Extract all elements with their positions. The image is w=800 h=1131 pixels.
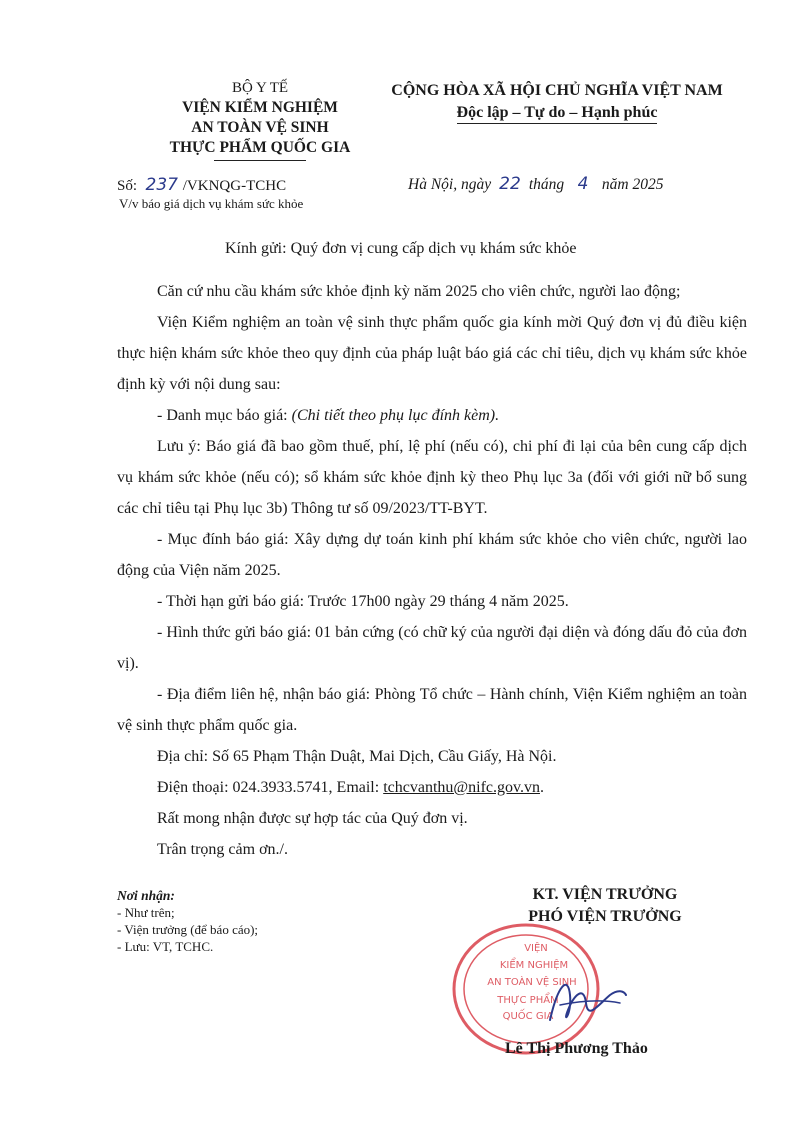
org-header	[150, 78, 370, 161]
org-divider	[214, 160, 306, 161]
seal-text-line3: AN TOÀN VỆ SINH	[487, 977, 577, 988]
date-prefix: Hà Nội, ngày	[408, 176, 492, 193]
org-name-line3: THỰC PHẨM QUỐC GIA	[169, 139, 351, 156]
org-name-line1: VIỆN KIỂM NGHIỆM	[182, 99, 338, 116]
seal-text-line1: VIỆN	[524, 943, 548, 954]
document-number	[117, 175, 286, 195]
receiver-item: - Như trên;	[117, 905, 175, 920]
receiver-item: - Viện trưởng (để báo cáo);	[117, 922, 259, 937]
date-day: 22	[499, 174, 521, 194]
document-subject: V/v báo giá dịch vụ khám sức khỏe	[119, 196, 304, 211]
recipient-line: Kính gửi: Quý đơn vị cung cấp dịch vụ khám sức khỏe	[225, 240, 577, 257]
paragraph-cooperation: Rất mong nhận được sự hợp tác của Quý đơn vị.	[157, 810, 468, 827]
ministry-name: BỘ Y TẾ	[231, 80, 289, 96]
contact-end: .	[539, 779, 544, 796]
date-month-label: tháng	[528, 176, 565, 193]
seal-text-line5: QUỐC GIA	[502, 1011, 554, 1022]
document-date	[408, 174, 663, 194]
receivers-title: Nơi nhận:	[117, 888, 175, 903]
org-name-line2: AN TOÀN VỆ SINH	[191, 119, 329, 136]
signer-name: Lê Thị Phương Thảo	[505, 1040, 648, 1057]
paragraph-contact	[117, 772, 747, 803]
nation-title: CỘNG HÒA XÃ HỘI CHỦ NGHĨA VIỆT NAM	[391, 82, 723, 99]
catalog-label: - Danh mục báo giá:	[157, 407, 292, 424]
paragraph-catalog	[117, 400, 747, 431]
nation-header	[372, 80, 742, 124]
date-year: năm 2025	[601, 176, 664, 193]
paragraph-invitation: Viện Kiểm nghiệm an toàn vệ sinh thực phẩm quốc gia kính mời Quý đơn vị đủ điều kiện thực hiện khám sức khỏe theo quy định của pháp luật báo giá các chỉ tiêu, dịch vụ khám sức khỏe định kỳ với nội dung sau:	[117, 314, 747, 393]
receiver-item: - Lưu: VT, TCHC.	[117, 939, 214, 954]
paragraph-address: Địa chỉ: Số 65 Phạm Thận Duật, Mai Dịch, Cầu Giấy, Hà Nội.	[157, 748, 557, 765]
paragraph-purpose: - Mục đính báo giá: Xây dựng dự toán kinh phí khám sức khỏe cho viên chức, người lao động của Viện năm 2025.	[117, 531, 747, 579]
contact-email-link[interactable]: tchcvanthu@nifc.gov.vn	[383, 779, 540, 796]
letter-body	[117, 276, 747, 865]
paragraph-basis: Căn cứ nhu cầu khám sức khỏe định kỳ năm 2025 cho viên chức, người lao động;	[157, 283, 681, 300]
handwritten-signature	[540, 965, 630, 1035]
signer-role-deputy: PHÓ VIỆN TRƯỞNG	[528, 908, 682, 925]
seal-text-line4: THỰC PHẨM	[497, 995, 559, 1006]
number-prefix: Số:	[117, 178, 138, 194]
seal-text-line2: KIỂM NGHIỆM	[499, 960, 569, 971]
paragraph-location: - Địa điểm liên hệ, nhận báo giá: Phòng Tổ chức – Hành chính, Viện Kiểm nghiệm an toàn vệ sinh thực phẩm quốc gia.	[117, 686, 747, 734]
contact-phone: Điện thoại: 024.3933.5741, Email:	[157, 779, 384, 796]
handwritten-number: 237	[145, 175, 178, 195]
paragraph-format: - Hình thức gửi báo giá: 01 bản cứng (có chữ ký của người đại diện và đóng dấu đỏ của đơn vị).	[117, 624, 747, 672]
paragraph-deadline: - Thời hạn gửi báo giá: Trước 17h00 ngày 29 tháng 4 năm 2025.	[157, 593, 569, 610]
date-month: 4	[577, 174, 589, 194]
number-suffix: /VKNQG-TCHC	[182, 178, 287, 194]
catalog-note: (Chi tiết theo phụ lục đính kèm).	[291, 407, 500, 424]
receivers-list	[117, 887, 258, 955]
paragraph-note: Lưu ý: Báo giá đã bao gồm thuế, phí, lệ phí (nếu có), chi phí đi lại của bên cung cấp dịch vụ khám sức khỏe (nếu có); sổ khám sức khỏe định kỳ theo Phụ lục 3a (đối với giới nữ bổ sung các chỉ tiêu tại Phụ lục 3b) Thông tư số 09/2023/TT-BYT.	[117, 438, 747, 517]
nation-motto: Độc lập – Tự do – Hạnh phúc	[457, 103, 658, 124]
paragraph-thanks: Trân trọng cảm ơn./.	[157, 841, 288, 858]
signer-role-primary: KT. VIỆN TRƯỞNG	[532, 886, 678, 903]
